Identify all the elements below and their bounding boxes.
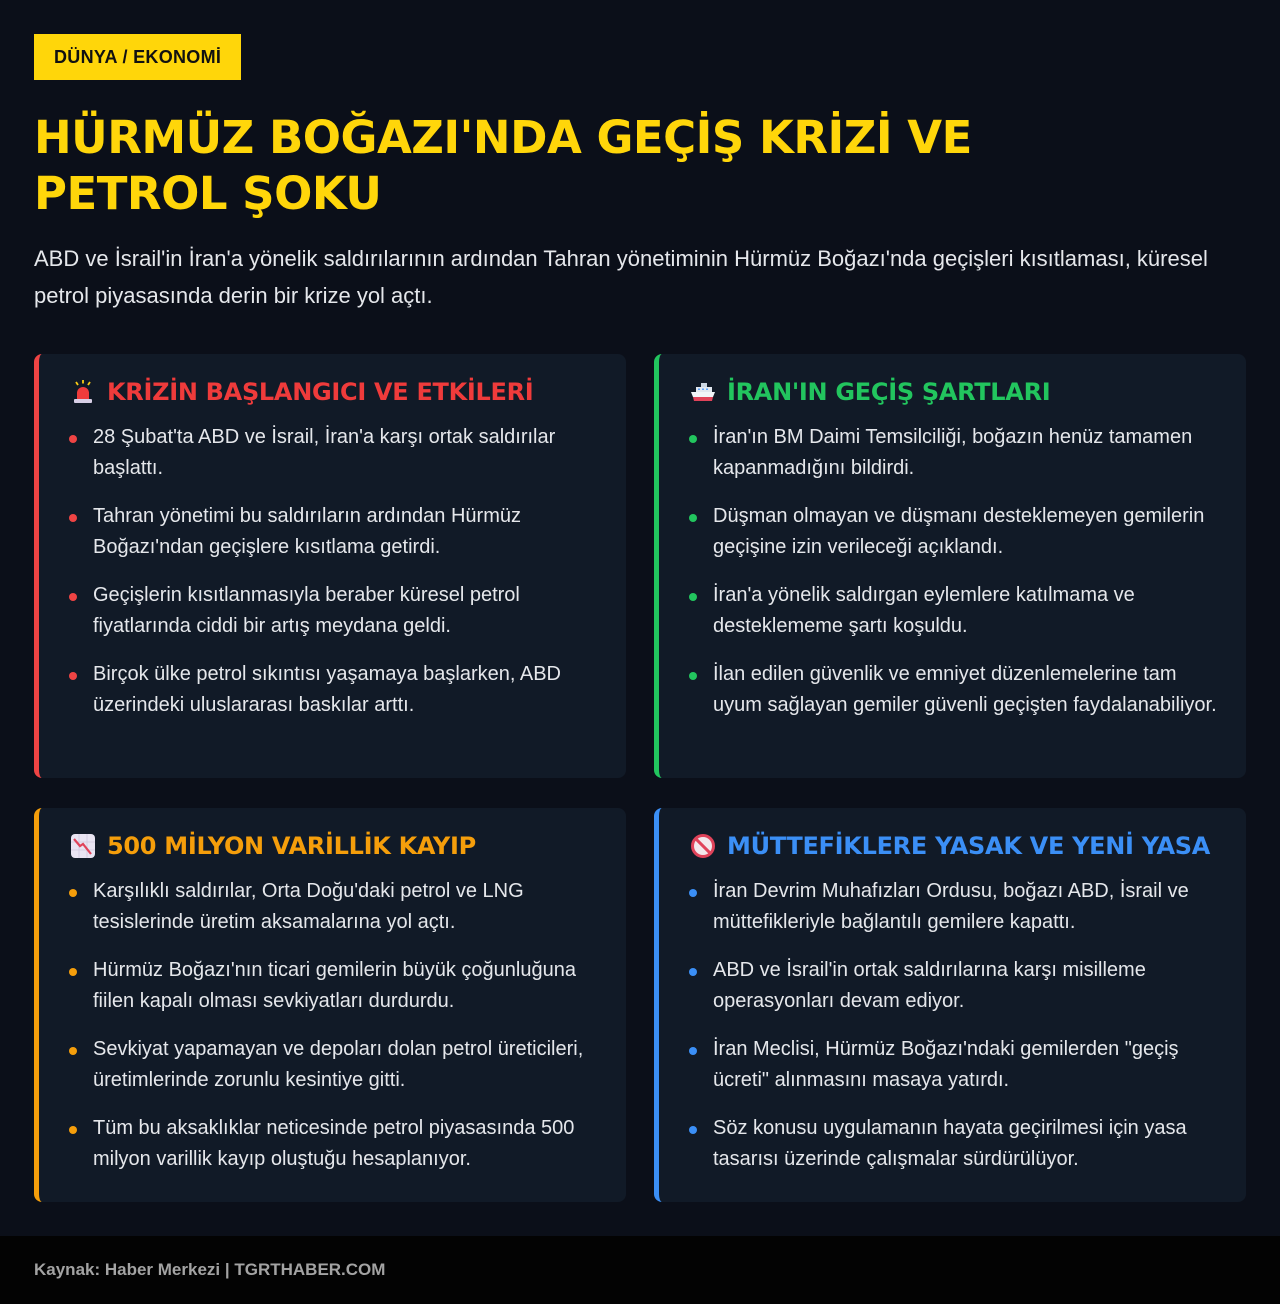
list-item — [689, 876, 1222, 938]
list-item — [689, 501, 1222, 563]
category-badge: DÜNYA / EKONOMİ — [34, 34, 241, 80]
intro-paragraph: ABD ve İsrail'in İran'a yönelik saldırılarının ardından Tahran yönetiminin Hürmüz Boğazı'nda geçişleri kısıtlaması, küresel petrol piyasasında derin bir krize yol açtı. — [34, 246, 1208, 308]
list-item-text: Birçok ülke petrol sıkıntısı yaşamaya başlarken, ABD üzerindeki uluslararası baskılar arttı. — [93, 663, 561, 716]
footer — [0, 1236, 1280, 1304]
bullet-dot-icon — [689, 435, 697, 443]
card-allies-ban — [654, 808, 1246, 1202]
list-item-text: Söz konusu uygulamanın hayata geçirilmesi için yasa tasarısı üzerinde çalışmalar sürdürülüyor. — [713, 1117, 1187, 1170]
list-item — [69, 876, 602, 938]
card-header — [69, 376, 602, 408]
bullet-list — [689, 876, 1222, 1175]
list-item — [689, 580, 1222, 642]
bullet-dot-icon — [689, 672, 697, 680]
bullet-dot-icon — [69, 435, 77, 443]
list-item — [69, 422, 602, 484]
list-item-text: Karşılıklı saldırılar, Orta Doğu'daki petrol ve LNG tesislerinde üretim aksamalarına yol açtı. — [93, 880, 524, 933]
list-item-text: İlan edilen güvenlik ve emniyet düzenlemelerine tam uyum sağlayan gemiler güvenli geçişten faydalanabiliyor. — [713, 663, 1217, 716]
bullet-dot-icon — [69, 889, 77, 897]
chart-decreasing-icon — [69, 832, 97, 860]
ship-icon — [689, 378, 717, 406]
siren-icon — [69, 378, 97, 406]
bullet-list — [69, 422, 602, 721]
bullet-list — [689, 422, 1222, 721]
bullet-dot-icon — [689, 889, 697, 897]
card-title: KRİZİN BAŞLANGICI VE ETKİLERİ — [107, 378, 534, 406]
list-item — [689, 659, 1222, 721]
article-header — [0, 0, 1280, 314]
bullet-dot-icon — [69, 514, 77, 522]
bullet-dot-icon — [689, 1047, 697, 1055]
list-item-text: Tahran yönetimi bu saldırıların ardından Hürmüz Boğazı'ndan geçişlere kısıtlama getirdi. — [93, 505, 521, 558]
list-item-text: İran'ın BM Daimi Temsilciliği, boğazın henüz tamamen kapanmadığını bildirdi. — [713, 426, 1193, 479]
list-item-text: 28 Şubat'ta ABD ve İsrail, İran'a karşı ortak saldırılar başlattı. — [93, 426, 556, 479]
list-item-text: İran Meclisi, Hürmüz Boğazı'ndaki gemilerden "geçiş ücreti" alınmasını masaya yatırdı. — [713, 1038, 1179, 1091]
list-item — [69, 659, 602, 721]
prohibited-icon — [689, 832, 717, 860]
list-item — [689, 1034, 1222, 1096]
bullet-dot-icon — [69, 1047, 77, 1055]
list-item-text: Hürmüz Boğazı'nın ticari gemilerin büyük çoğunluğuna fiilen kapalı olması sevkiyatları durdurdu. — [93, 959, 576, 1012]
bullet-dot-icon — [69, 593, 77, 601]
card-barrel-loss — [34, 808, 626, 1202]
list-item — [69, 1113, 602, 1175]
list-item — [69, 580, 602, 642]
card-header — [69, 830, 602, 862]
bullet-dot-icon — [689, 1126, 697, 1134]
bullet-dot-icon — [69, 672, 77, 680]
bullet-dot-icon — [689, 514, 697, 522]
list-item-text: Geçişlerin kısıtlanmasıyla beraber küresel petrol fiyatlarında ciddi bir artış meydana geldi. — [93, 584, 520, 637]
bullet-dot-icon — [689, 593, 697, 601]
card-header — [689, 376, 1222, 408]
card-title: 500 MİLYON VARİLLİK KAYIP — [107, 832, 476, 860]
list-item-text: İran'a yönelik saldırgan eylemlere katılmama ve desteklememe şartı koşuldu. — [713, 584, 1135, 637]
info-grid — [34, 354, 1246, 1202]
card-title: İRAN'IN GEÇİŞ ŞARTLARI — [727, 378, 1051, 406]
list-item-text: ABD ve İsrail'in ortak saldırılarına karşı misilleme operasyonları devam ediyor. — [713, 959, 1146, 1012]
bullet-list — [69, 876, 602, 1175]
card-header — [689, 830, 1222, 862]
card-title: MÜTTEFİKLERE YASAK VE YENİ YASA — [727, 832, 1211, 860]
card-crisis-start — [34, 354, 626, 778]
list-item — [689, 955, 1222, 1017]
list-item — [69, 501, 602, 563]
source-credit: Kaynak: Haber Merkezi | TGRTHABER.COM — [34, 1260, 386, 1279]
card-iran-conditions — [654, 354, 1246, 778]
list-item-text: Sevkiyat yapamayan ve depoları dolan petrol üreticileri, üretimlerinde zorunlu kesintiye gitti. — [93, 1038, 584, 1091]
page-title: HÜRMÜZ BOĞAZI'NDA GEÇİŞ KRİZİ VE PETROL ŞOKU — [34, 111, 972, 220]
list-item-text: İran Devrim Muhafızları Ordusu, boğazı ABD, İsrail ve müttefikleriyle bağlantılı gemilere kapattı. — [713, 880, 1189, 933]
list-item — [689, 1113, 1222, 1175]
bullet-dot-icon — [689, 968, 697, 976]
bullet-dot-icon — [69, 968, 77, 976]
list-item — [69, 1034, 602, 1096]
list-item — [69, 955, 602, 1017]
list-item-text: Düşman olmayan ve düşmanı desteklemeyen gemilerin geçişine izin verileceği açıklandı. — [713, 505, 1205, 558]
bullet-dot-icon — [69, 1126, 77, 1134]
list-item-text: Tüm bu aksaklıklar neticesinde petrol piyasasında 500 milyon varillik kayıp oluştuğu hesaplanıyor. — [93, 1117, 575, 1170]
list-item — [689, 422, 1222, 484]
